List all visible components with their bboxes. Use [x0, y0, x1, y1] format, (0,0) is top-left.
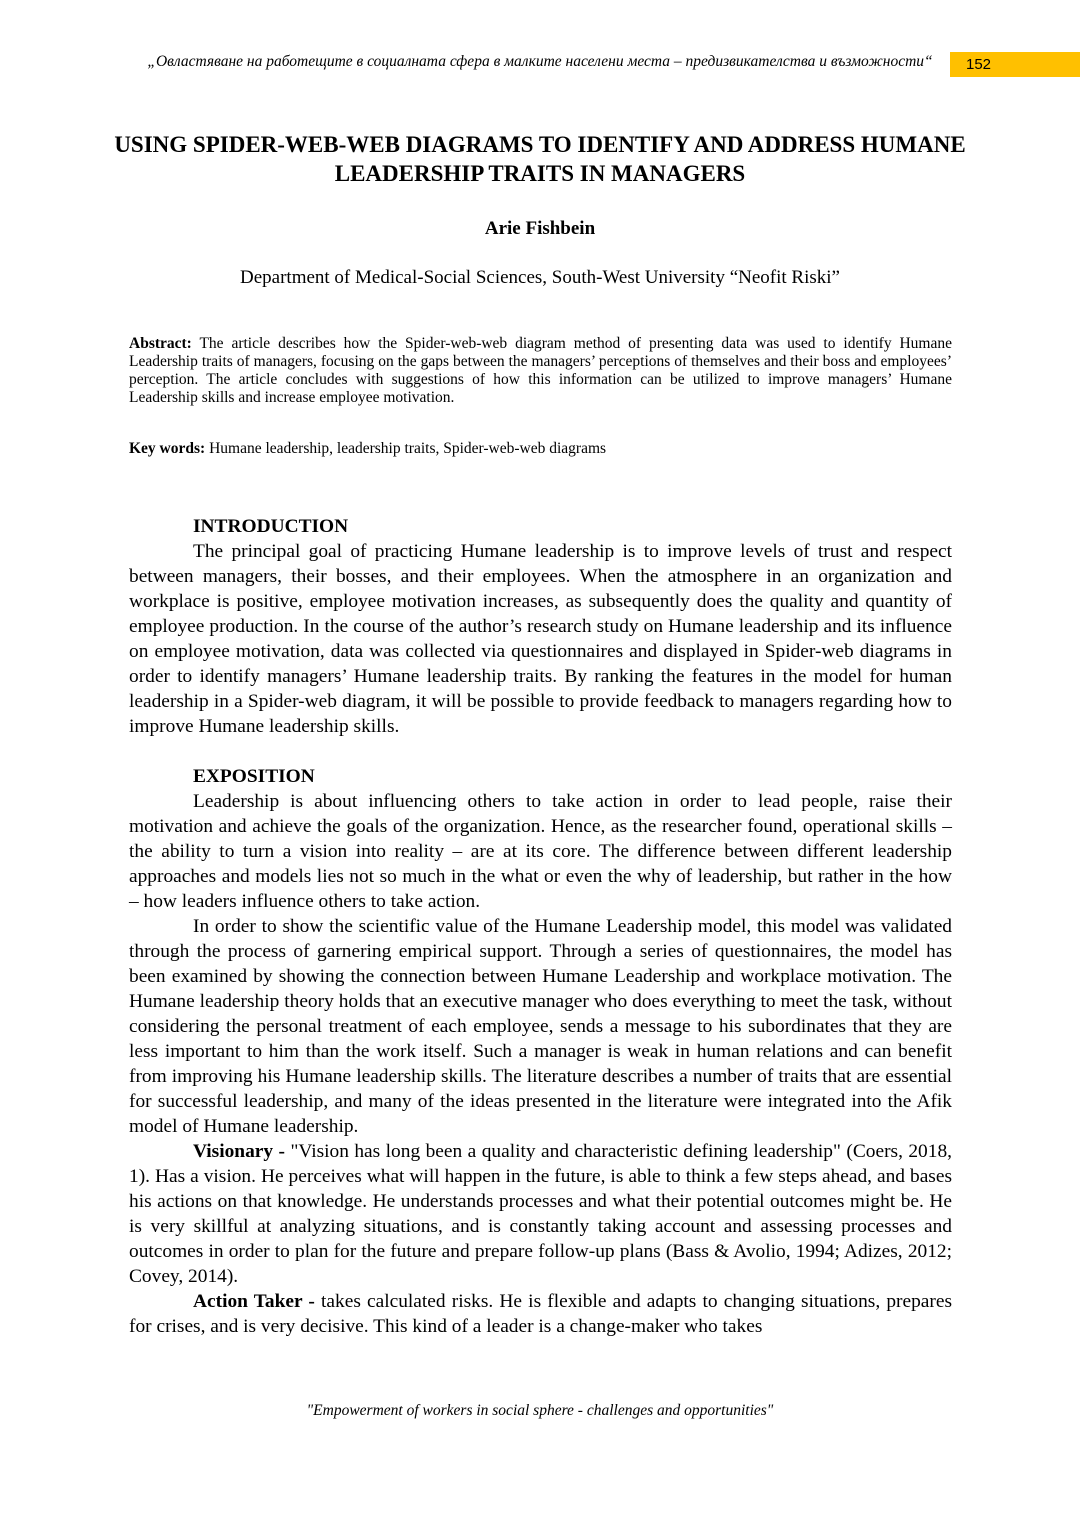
author-name: Arie Fishbein — [484, 218, 596, 239]
action-taker-paragraph — [129, 1289, 952, 1339]
paper-title: USING SPIDER-WEB-WEB DIAGRAMS TO IDENTIFY AND ADDRESS HUMANE LEADERSHIP TRAITS IN MANAGERS — [114, 132, 966, 186]
exposition-heading: EXPOSITION — [193, 766, 315, 787]
section-gap — [129, 739, 952, 764]
action-taker-label: Action Taker - — [193, 1291, 315, 1312]
running-footer: "Empowerment of workers in social sphere - challenges and opportunities" — [306, 1402, 774, 1419]
abstract — [129, 335, 952, 407]
main-body — [129, 514, 952, 1339]
abstract-text: The article describes how the Spider-web-web diagram method of presenting data was used to identify Humane Leadership traits of managers, focusing on the gaps between the managers’ perceptions of themselves and their boss and employees’ perception. The article concludes with suggestions of how this information can be utilized to improve managers’ Humane Leadership skills and increase employee motivation. — [129, 335, 952, 406]
abstract-label: Abstract: — [129, 335, 192, 352]
action-taker-text: takes calculated risks. He is flexible and adapts to changing situations, prepares for crises, and is very decisive. This kind of a leader is a change-maker who takes — [129, 1291, 952, 1337]
keywords — [129, 440, 952, 458]
visionary-label: Visionary - — [193, 1141, 285, 1162]
introduction-heading: INTRODUCTION — [193, 516, 349, 537]
exposition-paragraph-1: Leadership is about influencing others to take action in order to lead people, raise their motivation and achieve the goals of the organization. Hence, as the researcher found, operational skills – the ability to turn a vision into reality – are at its core. The difference between different leadership approaches and models lies not so much in the what or even the why of leadership, but rather in the how – how leaders influence others to take action. — [129, 791, 952, 912]
introduction-paragraph: The principal goal of practicing Humane leadership is to improve levels of trust and respect between managers, their bosses, and their employees. When the atmosphere in an organization and workplace is positive, employee motivation increases, as subsequently does the quality and quantity of employee production. In the course of the author’s research study on Humane leadership and its influence on employee motivation, data was collected via questionnaires and displayed in Spider-web diagrams in order to identify managers’ Humane leadership traits. By ranking the features in the model for human leadership in a Spider-web diagram, it will be possible to provide feedback to managers regarding how to improve Humane leadership skills. — [129, 541, 952, 737]
visionary-text: "Vision has long been a quality and characteristic defining leadership" (Coers, 2018, 1). Has a vision. He perceives what will happen in the future, is able to think a few steps ahead, and bases his actions on that knowledge. He understands processes and what their potential outcomes might be. He is very skillful at analyzing situations, and is constantly taking account and assessing processes and outcomes in order to plan for the future and prepare follow-up plans (Bass & Avolio, 1994; Adizes, 2012; Covey, 2014). — [129, 1141, 952, 1287]
keywords-label: Key words: — [129, 440, 206, 457]
keywords-text: Humane leadership, leadership traits, Spider-web-web diagrams — [205, 440, 607, 457]
page-number-badge: 152 — [950, 52, 1080, 77]
visionary-paragraph — [129, 1139, 952, 1289]
exposition-paragraph-2: In order to show the scientific value of the Humane Leadership model, this model was validated through the process of garnering empirical support. Through a series of questionnaires, the model has been examined by showing the connection between Humane Leadership and workplace motivation. The Humane leadership theory holds that an executive manager who does everything to meet the task, without considering the personal treatment of each employee, sends a message to his subordinates that they are less important to him than the work itself. Such a manager is weak in human relations and can benefit from improving his Humane leadership skills. The literature describes a number of traits that are essential for successful leadership, and many of the ideas presented in the literature were integrated into the Afik model of Humane leadership. — [129, 916, 952, 1137]
author-affiliation: Department of Medical-Social Sciences, South-West University “Neofit Riski” — [240, 267, 840, 288]
running-header: „Овластяване на работещите в социалната сфера в малките населени места – предизвикателства и възможности“ — [147, 53, 933, 70]
